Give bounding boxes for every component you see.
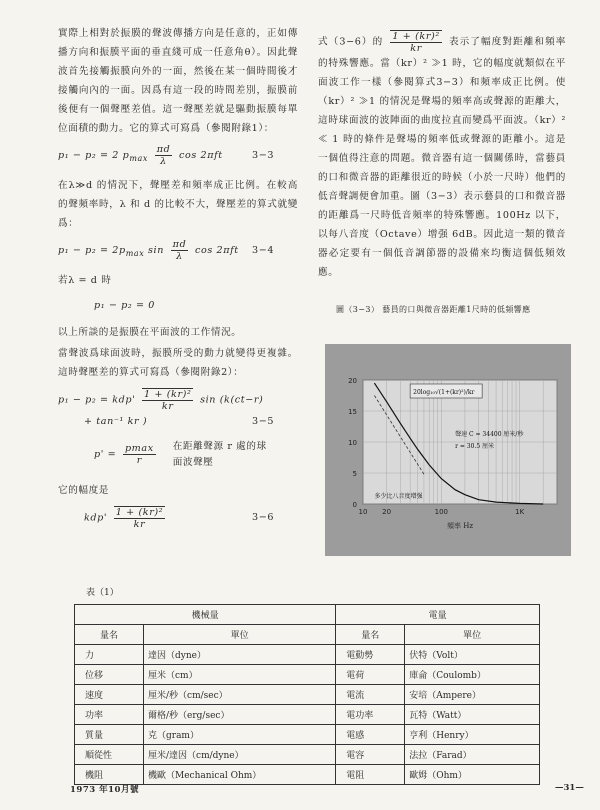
elec-name-cell: 電容 bbox=[336, 745, 405, 765]
issue-date: 1973 年10月號 bbox=[70, 785, 139, 795]
eq36-frac-bot: kr bbox=[133, 518, 146, 530]
pprime-frac-top: pmax bbox=[124, 443, 154, 455]
eq34-sub: max bbox=[125, 248, 145, 258]
mech-unit-cell: 機歐（Mechanical Ohm） bbox=[144, 765, 336, 785]
eq35-lhs: p₁ − p₂ = kdp' bbox=[58, 394, 136, 406]
pprime-definition bbox=[94, 439, 298, 471]
page-number: —31— bbox=[555, 783, 584, 793]
right-paragraph-1 bbox=[318, 30, 566, 282]
x-tick-label: 20 bbox=[382, 508, 392, 516]
figure-caption: 圖（3−3） 藝員的口與微音器距離1尺時的低頻響應 bbox=[336, 305, 531, 314]
eq33-frac-bot: λ bbox=[160, 156, 167, 167]
eq35-number: 3−5 bbox=[252, 415, 275, 427]
eq34-pre: sin bbox=[148, 244, 165, 256]
table-column-header-row bbox=[75, 625, 540, 645]
mech-unit-cell: 厘米/達因（cm/dyne） bbox=[144, 745, 336, 765]
y-tick-label: 10 bbox=[348, 439, 357, 447]
y-tick-label: 0 bbox=[352, 501, 357, 509]
elec-unit-cell: 庫侖（Coulomb） bbox=[405, 665, 540, 685]
eq34-number: 3−4 bbox=[252, 245, 275, 257]
mech-name-cell: 機阻 bbox=[75, 765, 144, 785]
equation-3-6 bbox=[58, 506, 298, 530]
left-paragraph-5: 當聲波爲球面波時，振膜所受的動力就變得更複雜。這時聲壓差的算式可寫爲（參閱附錄2）： bbox=[58, 347, 298, 378]
eq35-frac-bot: kr bbox=[161, 400, 174, 412]
elec-name-cell: 電阻 bbox=[336, 765, 405, 785]
response-chart bbox=[325, 344, 571, 556]
right-eqref-bot: kr bbox=[410, 43, 422, 54]
mech-name-cell: 力 bbox=[75, 645, 144, 665]
eq33-frac-top: πd bbox=[156, 144, 171, 155]
left-paragraph-4: 以上所談的是振膜在平面波的工作情況。 bbox=[58, 326, 242, 338]
left-column bbox=[58, 24, 298, 538]
figure-3-3 bbox=[325, 344, 571, 556]
x-tick-label: 10 bbox=[358, 508, 368, 516]
annotation-formula: 20log₁₀√(1+(kr)²)/kr bbox=[413, 389, 475, 396]
eq36-sqrt: 1 + (kr)² bbox=[115, 506, 164, 518]
elec-name-cell: 電感 bbox=[336, 725, 405, 745]
elec-name-cell: 電流 bbox=[336, 685, 405, 705]
eq33-rest: cos 2πft bbox=[179, 150, 223, 161]
left-paragraph-3: 若λ = d 時 bbox=[58, 274, 112, 286]
table-row bbox=[75, 765, 540, 785]
y-tick-label: 20 bbox=[348, 377, 357, 385]
eq35-sqrt: 1 + (kr)² bbox=[144, 388, 192, 400]
eq33-sub: max bbox=[129, 153, 149, 163]
elec-name-cell: 電功率 bbox=[336, 705, 405, 725]
mech-name-cell: 位移 bbox=[75, 665, 144, 685]
left-paragraph-2: 在λ≫d 的情況下，聲壓差和頻率成正比例。在較高的聲頻率時，λ 和 d 的比較不大，聲壓差的算式就變爲： bbox=[58, 179, 298, 229]
group-mechanical: 機械量 bbox=[75, 605, 336, 625]
mech-name-cell: 功率 bbox=[75, 705, 144, 725]
eq33-lhs: p₁ − p₂ = 2 p bbox=[58, 150, 130, 161]
table-row bbox=[75, 745, 540, 765]
equation-3-5 bbox=[58, 388, 298, 412]
eq34-lhs: p₁ − p₂ = 2p bbox=[58, 244, 126, 256]
equation-3-5-line2 bbox=[58, 412, 298, 431]
pprime-lhs: p' = bbox=[94, 449, 117, 461]
right-eqref: 式（3−6）的 bbox=[318, 36, 384, 48]
eq35-line2: + tan⁻¹ kr ) bbox=[84, 415, 148, 427]
equation-3-4 bbox=[58, 239, 298, 263]
col-header-elec-unit: 單位 bbox=[405, 625, 540, 645]
table-row bbox=[75, 725, 540, 745]
y-tick-label: 15 bbox=[348, 408, 357, 416]
x-tick-label: 100 bbox=[434, 508, 449, 516]
table-row bbox=[75, 645, 540, 665]
eq34-rest: cos 2πft bbox=[194, 244, 239, 256]
left-paragraph-6: 它的幅度是 bbox=[58, 484, 109, 496]
equation-zero bbox=[94, 296, 298, 315]
elec-unit-cell: 法拉（Farad） bbox=[405, 745, 540, 765]
pprime-frac-bot: r bbox=[136, 455, 142, 467]
eq34-frac-bot: λ bbox=[176, 250, 183, 262]
eq33-number: 3−3 bbox=[252, 150, 275, 162]
table-row bbox=[75, 685, 540, 705]
x-axis-label: 頻率 Hz bbox=[446, 522, 474, 530]
mech-unit-cell: 克（gram） bbox=[144, 725, 336, 745]
col-header-mech-unit: 單位 bbox=[144, 625, 336, 645]
eq36-lhs: kdp' bbox=[84, 512, 108, 524]
elec-unit-cell: 伏特（Volt） bbox=[405, 645, 540, 665]
units-table bbox=[74, 604, 540, 785]
mech-unit-cell: 厘米（cm） bbox=[144, 665, 336, 685]
annotation-sound-speed: 聲速 C = 34400 厘米/秒 bbox=[455, 431, 524, 438]
mech-name-cell: 速度 bbox=[75, 685, 144, 705]
annotation-distance: r = 30.5 厘米 bbox=[455, 443, 495, 450]
mech-unit-cell: 達因（dyne） bbox=[144, 645, 336, 665]
annotation-octave: 多少比八音度增强 bbox=[374, 493, 423, 500]
col-header-mech-name: 量名 bbox=[75, 625, 144, 645]
right-eqref-sqrt: 1 + (kr)² bbox=[392, 31, 440, 42]
table-caption: 表（1） bbox=[86, 588, 119, 598]
elec-unit-cell: 歐姆（Ohm） bbox=[405, 765, 540, 785]
mech-name-cell: 順從性 bbox=[75, 745, 144, 765]
equation-3-3 bbox=[58, 144, 298, 168]
elec-unit-cell: 安培（Ampere） bbox=[405, 685, 540, 705]
y-tick-label: 5 bbox=[352, 470, 357, 478]
elec-unit-cell: 瓦特（Watt） bbox=[405, 705, 540, 725]
pprime-description: 在距離聲源 r 處的球面波聲壓 bbox=[172, 440, 267, 468]
elec-name-cell: 電荷 bbox=[336, 665, 405, 685]
group-electrical: 電量 bbox=[336, 605, 540, 625]
table-row bbox=[75, 665, 540, 685]
col-header-elec-name: 量名 bbox=[336, 625, 405, 645]
mech-name-cell: 質量 bbox=[75, 725, 144, 745]
eq36-number: 3−6 bbox=[252, 512, 275, 524]
left-paragraph-1: 實際上相對於振膜的聲波傳播方向是任意的，正如傳播方向和振膜平面的垂直綫可成一任意角θ）。因此聲波首先接觸振膜向外的一面，然後在某一個時間後才接觸向內的一面。因爲有這一段的時間差別，振膜前後便有一個聲壓差值。這一聲壓差就是驅動振膜每單位面積的動力。它的算式可寫爲（參閱附錄1）： bbox=[58, 28, 298, 134]
elec-unit-cell: 亨利（Henry） bbox=[405, 725, 540, 745]
elec-name-cell: 電動勢 bbox=[336, 645, 405, 665]
eq-zero-text: p₁ − p₂ = 0 bbox=[94, 299, 155, 311]
table-body bbox=[75, 645, 540, 785]
mech-unit-cell: 厘米/秒（cm/sec） bbox=[144, 685, 336, 705]
mech-unit-cell: 爾格/秒（erg/sec） bbox=[144, 705, 336, 725]
x-tick-label: 1K bbox=[515, 508, 525, 516]
eq34-frac-top: πd bbox=[172, 238, 187, 250]
eq35-rest: sin (k(ct−r) bbox=[200, 394, 264, 406]
table-group-header-row bbox=[75, 605, 540, 625]
right-column bbox=[318, 30, 566, 284]
right-paragraph-text: 表示了幅度對距離和頻率的特殊響應。當（kr）² ≫1 時，它的幅度就類似在平面波工作一樣（參閱算式3−3）和頻率成正比例。使（kr）² ≫1 的情況是聲場的頻率高或聲源的距離大，這時球面波的波陣面的曲度拉直而變爲平面波。（kr）² ≪ 1 時的條件是聲場的頻率低或聲源的距離小。這是一個值得注意的問題。微音器有這一個關係時，當藝員的口和微音器的距離很近的時候（小於一尺時）他們的低音聲調便會加重。圖（3−3）表示藝員的口和微音器的距離爲一尺時低音頻率的特殊響應。100Hz 以下，以每八音度（Octave）增强 6dB。因此這一類的微音器必定要有一個低音調節器的設備來均衡這個低頻效應。 bbox=[318, 36, 566, 278]
table-row bbox=[75, 705, 540, 725]
